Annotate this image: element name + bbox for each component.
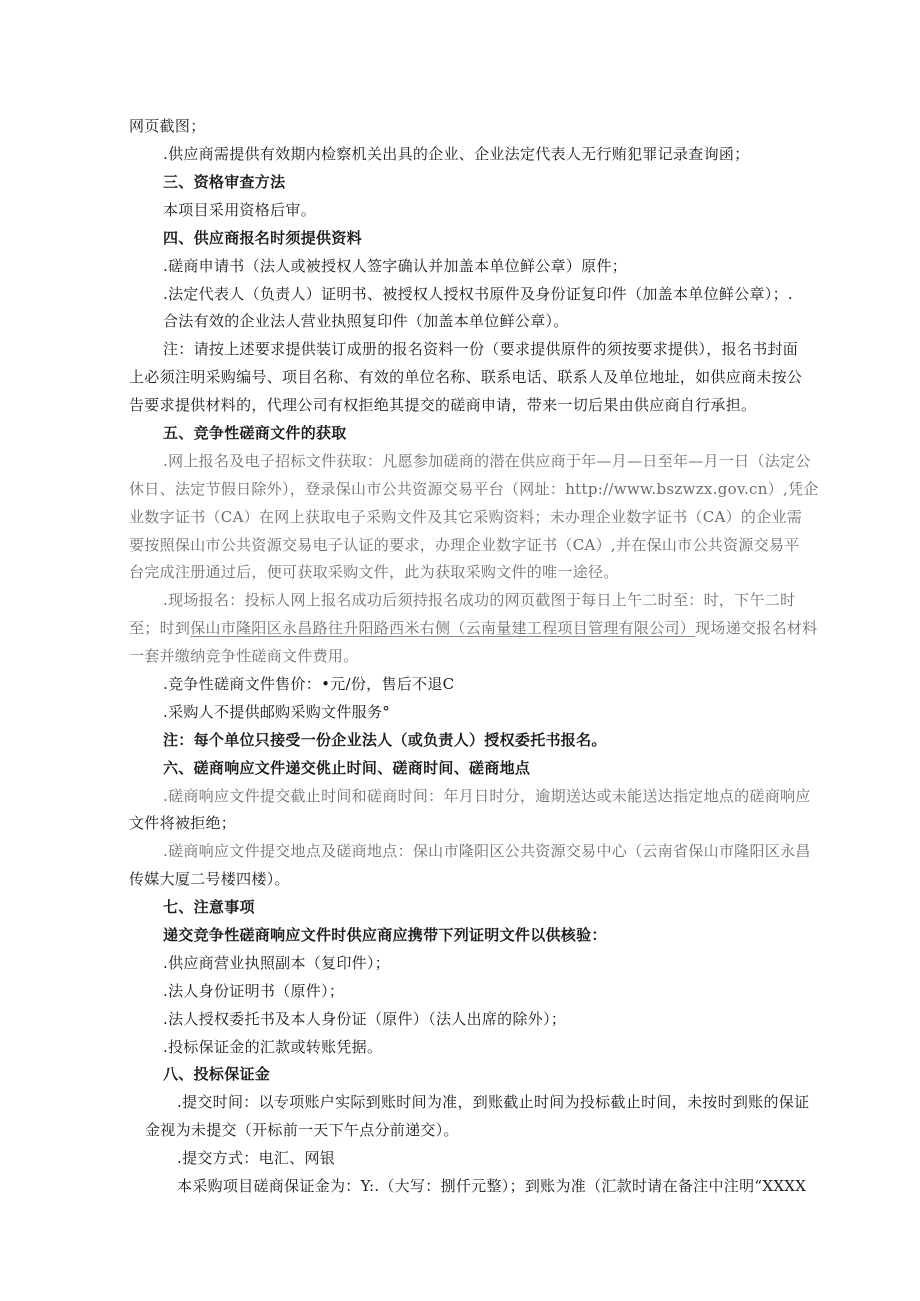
- text-line: 本采购项目磋商保证金为：Y:.（大写：捌仟元整）；到账为准（汇款时请在备注中注明“XXXX: [177, 1177, 807, 1195]
- text-line: [129, 618, 818, 638]
- text-fragment: 现场递交报名材料: [695, 619, 818, 637]
- note-line: 注：请按上述要求提供装订成册的报名资料一份（要求提供原件的须按要求提供），报名书封面: [163, 340, 799, 358]
- bold-instruction: 递交竞争性磋商响应文件时供应商应携带下列证明文件以供核验：: [163, 926, 607, 944]
- text-line: 文件将被拒绝；: [129, 814, 237, 832]
- venue-address: 保山市隆阳区永昌路往升阳路西米右侧（云南量建工程项目管理有限公司）: [190, 619, 696, 637]
- text-line: 业数字证书（CA）在网上获取电子采购文件及其它采购资料；未办理企业数字证书（CA）的企业需: [129, 508, 803, 526]
- section-heading: 五、竞争性磋商文件的获取: [163, 424, 347, 442]
- text-line: 本项目采用资格后审。: [163, 201, 317, 219]
- section-heading: 七、注意事项: [163, 898, 255, 916]
- text-line: .磋商响应文件提交地点及磋商地点：保山市隆阳区公共资源交易中心（云南省保山市隆阳区永昌: [163, 842, 811, 860]
- list-item: .供应商营业执照副本（复印件）；: [163, 954, 391, 972]
- text-line: 台完成注册通过后，便可获取采购文件，此为获取采购文件的唯一途径。: [129, 563, 619, 581]
- text-line: 金视为未提交（开标前一天下午点分前递交）。: [145, 1121, 459, 1139]
- text-line: 要按照保山市公共资源交易电子认证的要求，办理企业数字证书（CA）,并在保山市公共资源交易平: [129, 536, 800, 554]
- text-fragment: 至；时到: [129, 619, 191, 637]
- list-item: .法人授权委托书及本人身份证（原件）（法人出席的除外）；: [163, 1010, 567, 1028]
- text-line: 网页截图；: [129, 117, 206, 135]
- section-heading: 六、磋商响应文件递交佻止时间、磋商时间、磋商地点: [163, 759, 531, 777]
- list-item: .法人身份证明书（原件）；: [163, 982, 345, 1000]
- section-heading: 四、供应商报名时须提供资料: [163, 229, 362, 247]
- text-line: .采购人不提供邮购采购文件服务°: [163, 703, 391, 721]
- bold-note: 注：每个单位只接受一份企业法人（或负责人）授权委托书报名。: [163, 731, 607, 749]
- text-line: .竞争性磋商文件售价：•元/份，售后不退C: [163, 675, 455, 693]
- text-line: .现场报名：投标人网上报名成功后须持报名成功的网页截图于每日上午二时至：时，下午二时: [163, 591, 796, 609]
- list-item: .投标保证金的汇款或转账凭据。: [163, 1038, 383, 1056]
- text-line: .提交方式：电汇、网银: [177, 1149, 336, 1167]
- text-line: 一套并缴纳竞争性磋商文件费用。: [129, 647, 359, 665]
- text-line: .磋商响应文件提交截止时间和磋商时间：年月日时分，逾期送达或未能送达指定地点的磋商响应: [163, 787, 811, 805]
- section-heading: 三、资格审查方法: [163, 173, 286, 191]
- note-line: 上必须注明采购编号、项目名称、有效的单位名称、联系电话、联系人及单位地址，如供应商未按公: [129, 368, 803, 386]
- text-line: 休日、法定节假日除外），登录保山市公共资源交易平台（网址：http://www.bszwzx.gov.cn）,凭企: [129, 480, 819, 498]
- text-line: 传媒大厦二号楼四楼）。: [129, 870, 290, 888]
- text-line: 合法有效的企业法人营业执照复印件（加盖本单位鲜公章）。: [163, 312, 569, 330]
- text-line: .提交时间：以专项账户实际到账时间为准，到账截止时间为投标截止时间，未按时到账的保证: [177, 1093, 810, 1111]
- text-line: .法定代表人（负责人）证明书、被授权人授权书原件及身份证复印件（加盖本单位鲜公章）；.: [163, 285, 793, 303]
- text-line: .磋商申请书（法人或被授权人签字确认并加盖本单位鲜公章）原件；: [163, 257, 628, 275]
- section-heading: 八、投标保证金: [163, 1065, 271, 1083]
- note-line: 告要求提供材料的，代理公司有权拒绝其提交的磋商申请，带来一切后果由供应商自行承担。: [129, 396, 757, 414]
- text-line: .供应商需提供有效期内检察机关出具的企业、企业法定代表人无行贿犯罪记录查询函；: [163, 145, 750, 163]
- text-line: .网上报名及电子招标文件获取：凡愿参加磋商的潜在供应商于年—月—日至年—月一日（法定公: [163, 452, 811, 470]
